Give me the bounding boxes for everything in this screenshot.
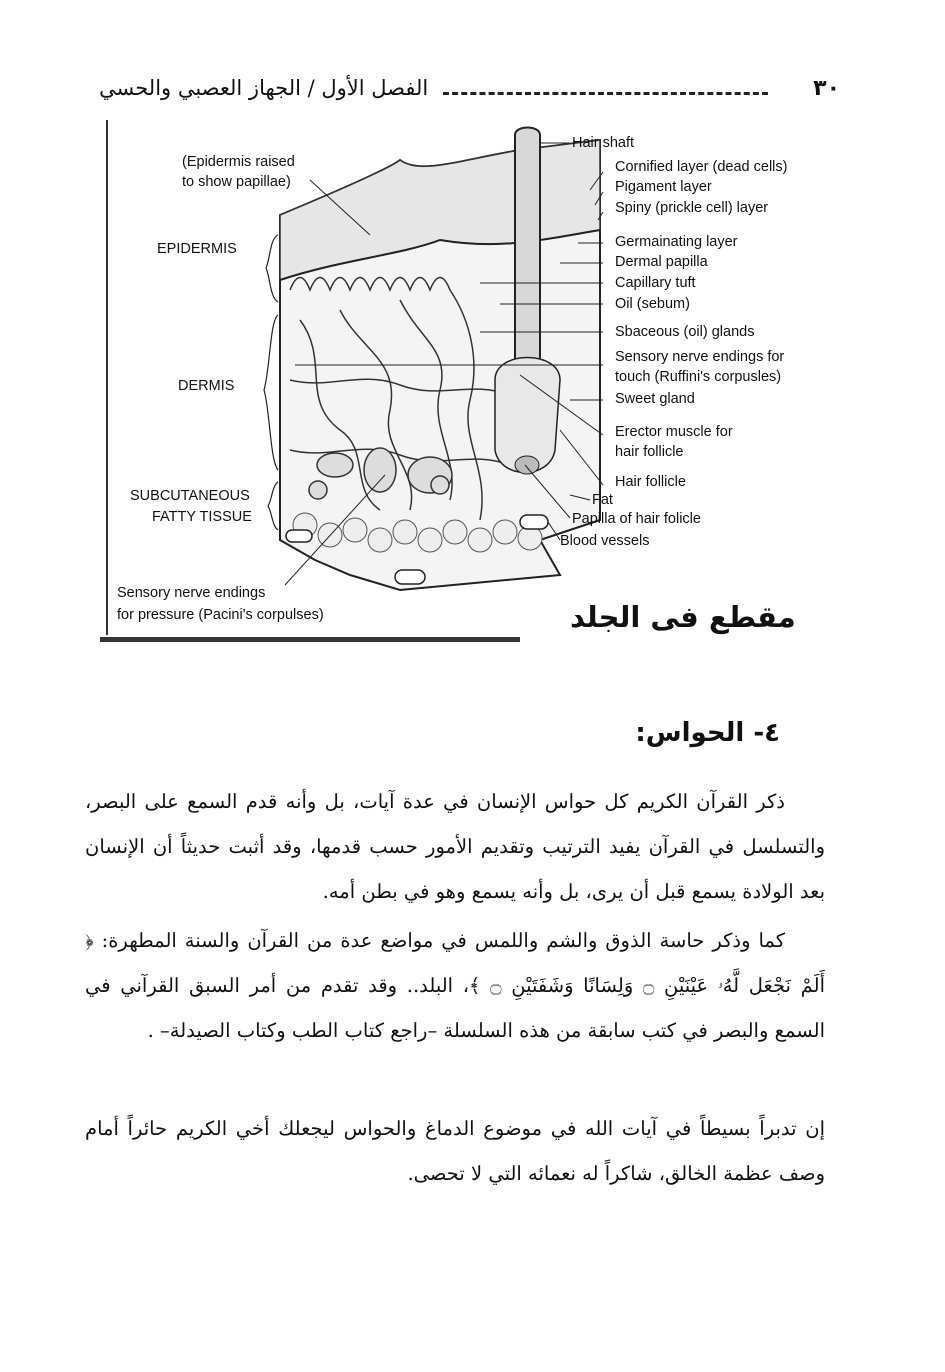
label-blood-vessels: Blood vessels xyxy=(560,533,650,549)
label-pacini-2: for pressure (Pacini's corpulses) xyxy=(117,607,324,623)
label-ruffini-1: Sensory nerve endings for xyxy=(615,349,785,365)
region-brackets xyxy=(260,220,460,640)
paragraph-3-text: إن تدبراً بسيطاً في آيات الله في موضوع الدماغ والحواس ليجعلك أخي الكريم حائراً أمام وصف عظمة الخالق، شاكراً له نعمائه التي لا تحصى. xyxy=(85,1117,825,1185)
label-germinating: Germainating layer xyxy=(615,234,738,250)
page-header xyxy=(95,76,840,116)
label-pacini-1: Sensory nerve endings xyxy=(117,585,266,601)
running-title: الفصل الأول / الجهاز العصبي والحسي xyxy=(99,76,429,100)
label-capillary: Capillary tuft xyxy=(615,275,696,291)
label-dermis: DERMIS xyxy=(178,378,235,394)
label-fat: Fat xyxy=(592,492,613,508)
paragraph-1 xyxy=(85,779,825,914)
header-dashed-rule xyxy=(443,92,768,95)
label-sebaceous: Sbaceous (oil) glands xyxy=(615,324,755,340)
label-cornified: Cornified layer (dead cells) xyxy=(615,159,788,175)
label-pigment: Pigament layer xyxy=(615,179,712,195)
section-heading: ٤- الحواس: xyxy=(635,718,780,748)
paragraph-3 xyxy=(85,1106,825,1196)
paragraph-2 xyxy=(85,918,825,1053)
label-spiny: Spiny (prickle cell) layer xyxy=(615,200,769,216)
label-epidermis-raised-1: (Epidermis raised xyxy=(182,154,295,170)
label-ruffini-2: touch (Ruffini's corpusles) xyxy=(615,369,782,385)
label-epidermis: EPIDERMIS xyxy=(157,241,237,257)
paragraph-2-text: كما وذكر حاسة الذوق والشم واللمس في مواضع عدة من القرآن والسنة المطهرة: ﴿ أَلَمْ نَجْعَل لَّهُۥ عَيْنَيْنِ ۝ وَلِسَانًا وَشَفَتَيْنِ ۝ ﴾، البلد.. وقد تقدم من أمر السبق القرآني في السمع والبصر في كتب سابقة من هذه السلسلة –راجع كتاب الطب وكتاب الصيدلة– . xyxy=(85,929,825,1042)
label-subcutaneous-1: SUBCUTANEOUS xyxy=(130,488,250,504)
page-number: ٣٠ xyxy=(813,76,840,101)
label-papilla-hair: Papilla of hair folicle xyxy=(572,511,701,527)
label-erector-2: hair follicle xyxy=(615,444,684,460)
label-hair-follicle: Hair follicle xyxy=(615,474,686,490)
label-erector-1: Erector muscle for xyxy=(615,424,733,440)
label-sweat: Sweet gland xyxy=(615,391,695,407)
label-dermal-papilla: Dermal papilla xyxy=(615,254,708,270)
label-oil: Oil (sebum) xyxy=(615,296,690,312)
label-subcutaneous-2: FATTY TISSUE xyxy=(152,509,252,525)
label-hair-shaft: Hair shaft xyxy=(572,135,635,151)
skin-section-figure xyxy=(100,120,820,645)
label-epidermis-raised-2: to show papillae) xyxy=(182,174,291,190)
figure-caption: مقطع فى الجلد xyxy=(570,600,796,634)
paragraph-1-text: ذكر القرآن الكريم كل حواس الإنسان في عدة آيات، بل وأنه قدم السمع على البصر، والتسلسل في القرآن يفيد الترتيب وتقديم الأمور حسب قدمها، وقد أثبت حديثاً أن الإنسان بعد الولادة يسمع قبل أن يرى، بل وأنه يسمع وهو في بطن أمه. xyxy=(85,790,825,903)
